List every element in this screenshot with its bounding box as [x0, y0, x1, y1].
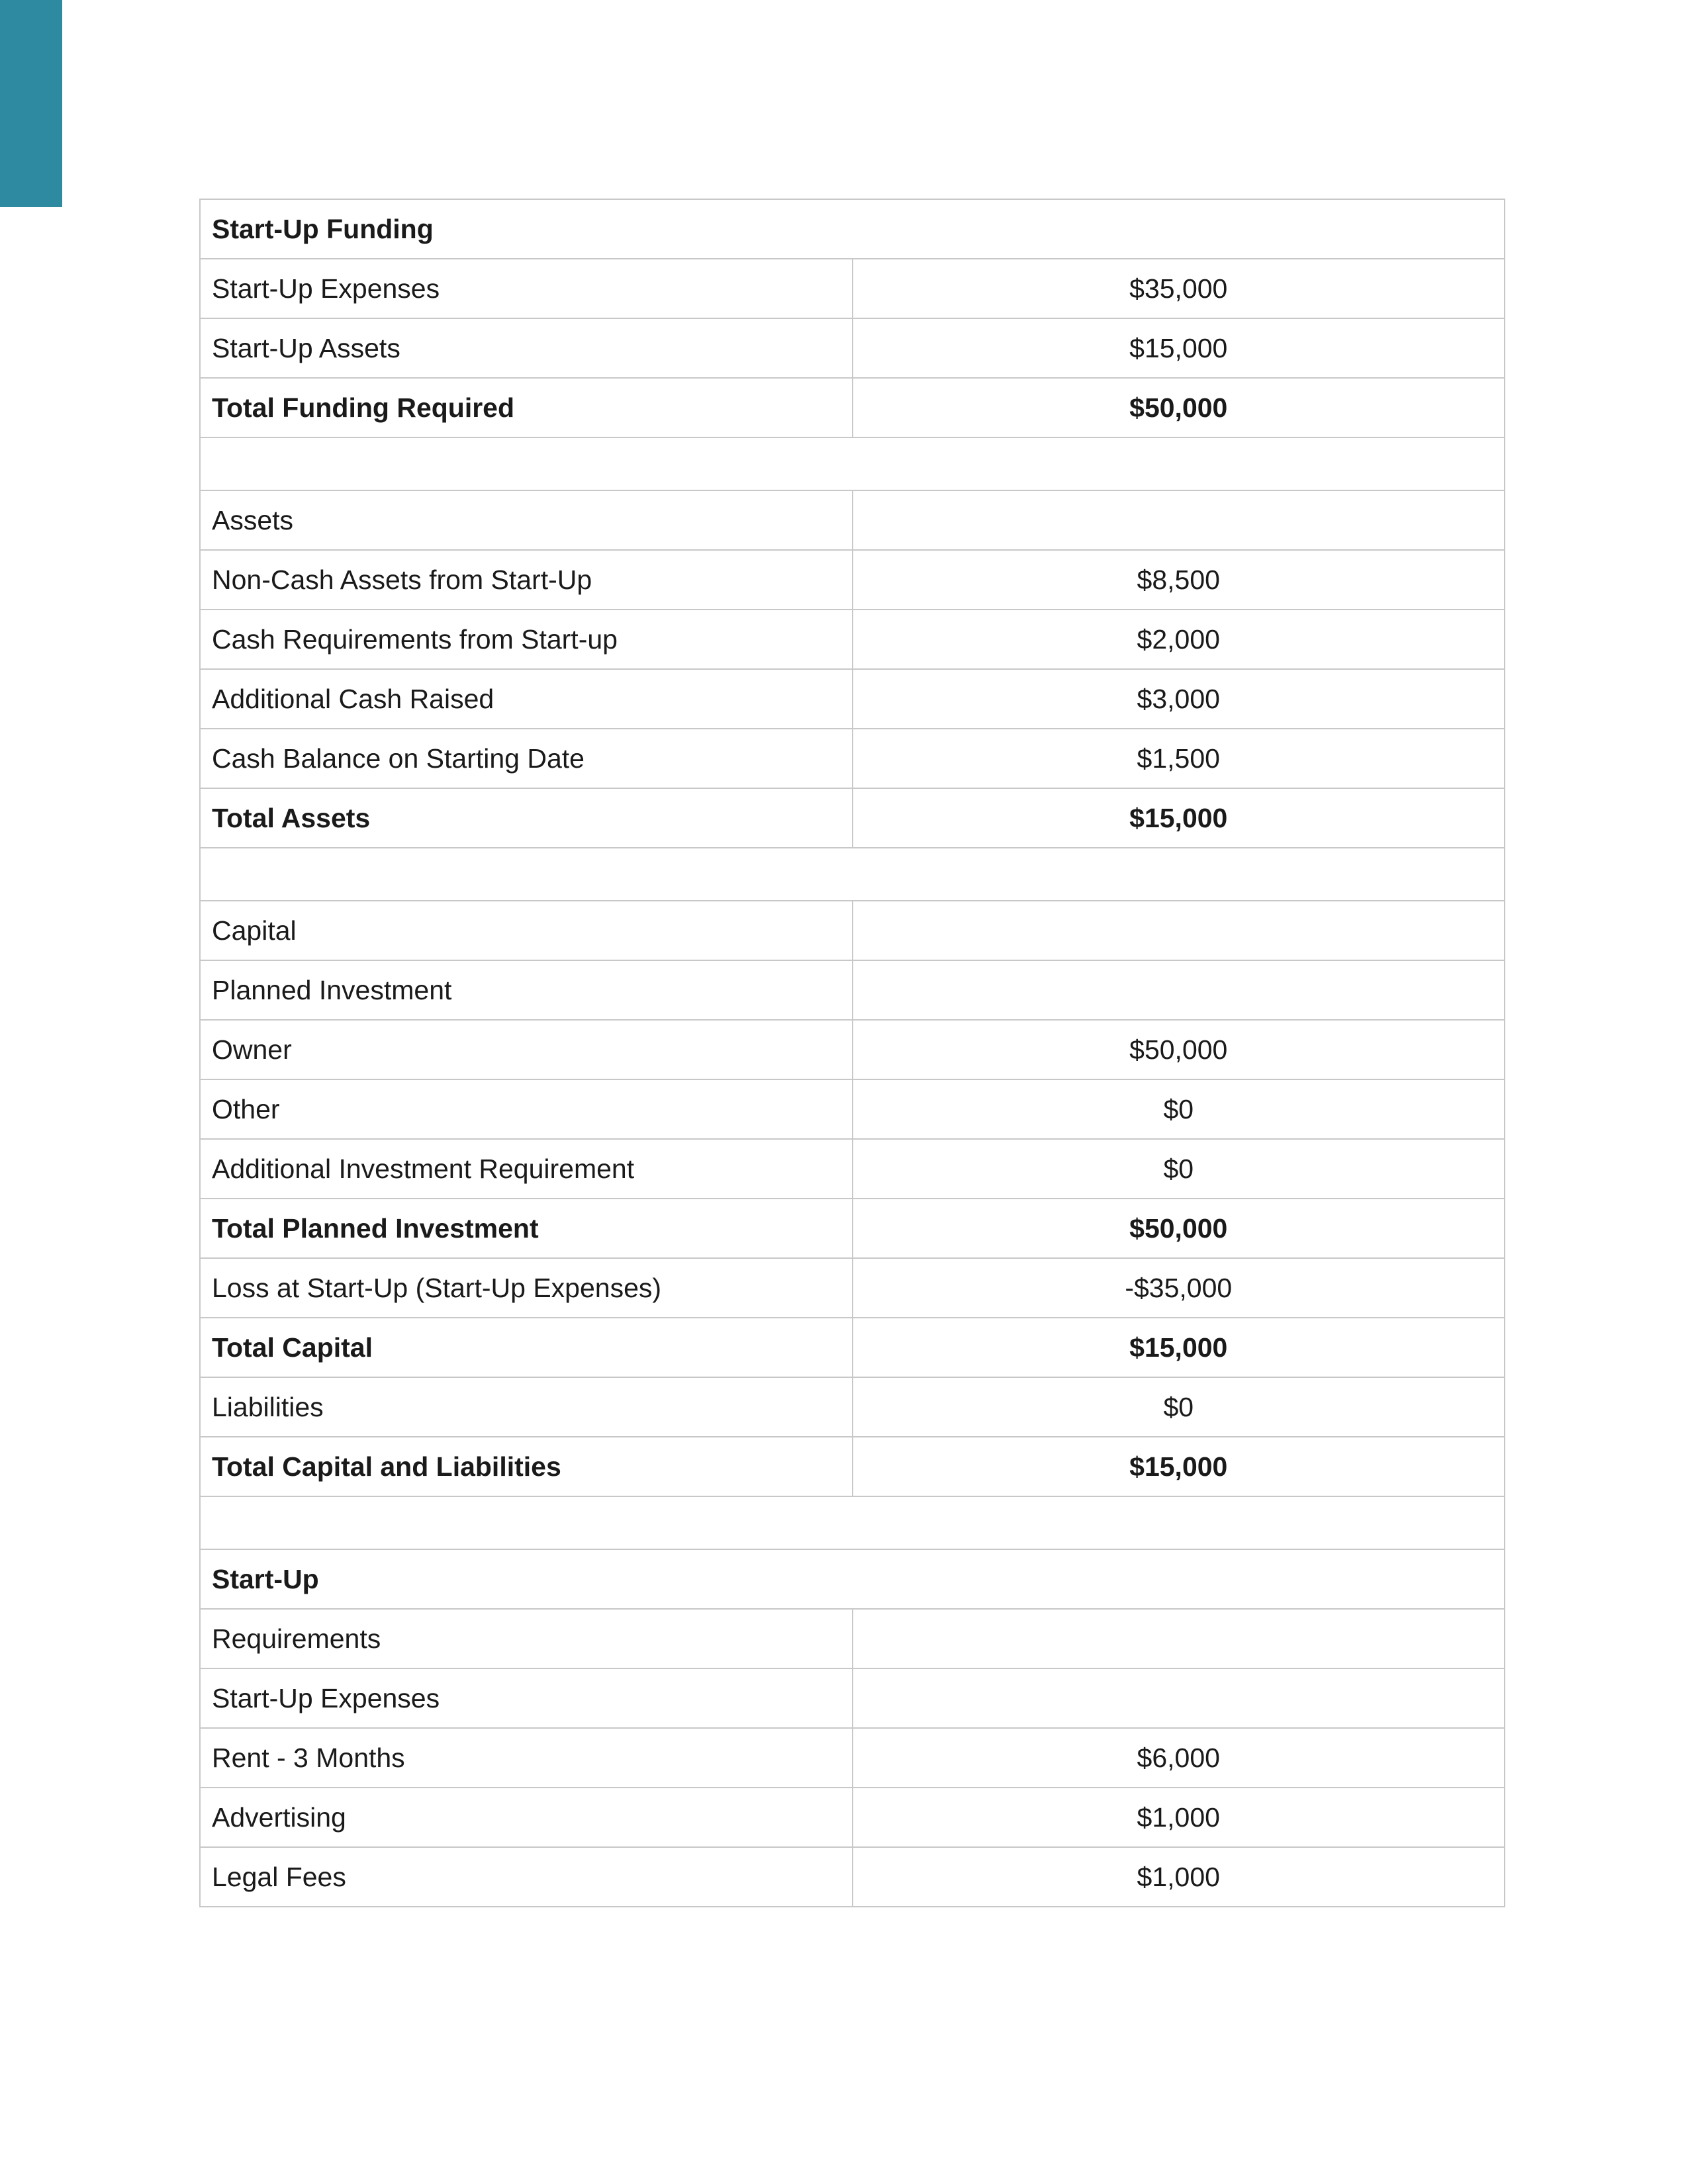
- row-value-cell: -$35,000: [853, 1258, 1505, 1318]
- row-value-cell: $1,500: [853, 729, 1505, 788]
- spacer-row: [200, 1496, 1505, 1549]
- row-label-cell: Assets: [200, 490, 853, 550]
- spacer-cell: [200, 1496, 1505, 1549]
- row-value-cell: $0: [853, 1377, 1505, 1437]
- table-row: [200, 1079, 1505, 1139]
- row-label-cell: Total Planned Investment: [200, 1199, 853, 1258]
- table-row: [200, 550, 1505, 610]
- row-label-cell: Liabilities: [200, 1377, 853, 1437]
- row-value-cell: $15,000: [853, 788, 1505, 848]
- table-row: [200, 1728, 1505, 1788]
- total-row: [200, 378, 1505, 437]
- row-value-cell: $8,500: [853, 550, 1505, 610]
- spacer-row: [200, 848, 1505, 901]
- row-value-cell: $35,000: [853, 259, 1505, 318]
- row-label-cell: Advertising: [200, 1788, 853, 1847]
- row-value-cell: $50,000: [853, 1199, 1505, 1258]
- spacer-row: [200, 437, 1505, 490]
- table-row: [200, 610, 1505, 669]
- table-row: [200, 1258, 1505, 1318]
- section-header-row: [200, 1549, 1505, 1609]
- row-label-cell: Capital: [200, 901, 853, 960]
- table-row: [200, 1668, 1505, 1728]
- table-row: [200, 1609, 1505, 1668]
- table-row: [200, 901, 1505, 960]
- row-value-cell: $15,000: [853, 1437, 1505, 1496]
- row-value-cell: $0: [853, 1079, 1505, 1139]
- table-row: [200, 1139, 1505, 1199]
- row-label-cell: Total Funding Required: [200, 378, 853, 437]
- row-label-cell: Total Assets: [200, 788, 853, 848]
- table-row: [200, 1020, 1505, 1079]
- section-header-cell: Start-Up Funding: [200, 199, 1505, 259]
- row-label-cell: Loss at Start-Up (Start-Up Expenses): [200, 1258, 853, 1318]
- row-label-cell: Planned Investment: [200, 960, 853, 1020]
- table-row: [200, 729, 1505, 788]
- row-label-cell: Other: [200, 1079, 853, 1139]
- total-row: [200, 788, 1505, 848]
- startup-funding-table: [199, 199, 1505, 1907]
- row-label-cell: Cash Requirements from Start-up: [200, 610, 853, 669]
- table-row: [200, 669, 1505, 729]
- row-label-cell: Owner: [200, 1020, 853, 1079]
- row-label-cell: Rent - 3 Months: [200, 1728, 853, 1788]
- row-label-cell: Cash Balance on Starting Date: [200, 729, 853, 788]
- row-label-cell: Start-Up Expenses: [200, 259, 853, 318]
- row-value-cell: $2,000: [853, 610, 1505, 669]
- table-row: [200, 1377, 1505, 1437]
- row-label-cell: Requirements: [200, 1609, 853, 1668]
- row-value-cell: [853, 901, 1505, 960]
- row-value-cell: [853, 490, 1505, 550]
- corner-accent-tab: [0, 0, 62, 207]
- table-row: [200, 960, 1505, 1020]
- row-label-cell: Total Capital: [200, 1318, 853, 1377]
- table-row: [200, 259, 1505, 318]
- row-label-cell: Additional Cash Raised: [200, 669, 853, 729]
- table-row: [200, 490, 1505, 550]
- row-label-cell: Additional Investment Requirement: [200, 1139, 853, 1199]
- total-row: [200, 1199, 1505, 1258]
- row-label-cell: Legal Fees: [200, 1847, 853, 1907]
- row-value-cell: $1,000: [853, 1788, 1505, 1847]
- table-row: [200, 1788, 1505, 1847]
- table-body: [200, 199, 1505, 1907]
- row-value-cell: [853, 1668, 1505, 1728]
- section-header-row: [200, 199, 1505, 259]
- row-label-cell: Start-Up Assets: [200, 318, 853, 378]
- total-row: [200, 1437, 1505, 1496]
- row-value-cell: $15,000: [853, 318, 1505, 378]
- row-value-cell: [853, 1609, 1505, 1668]
- section-header-cell: Start-Up: [200, 1549, 1505, 1609]
- spacer-cell: [200, 848, 1505, 901]
- row-label-cell: Start-Up Expenses: [200, 1668, 853, 1728]
- spacer-cell: [200, 437, 1505, 490]
- row-value-cell: $15,000: [853, 1318, 1505, 1377]
- row-value-cell: $6,000: [853, 1728, 1505, 1788]
- row-value-cell: $1,000: [853, 1847, 1505, 1907]
- row-value-cell: $50,000: [853, 1020, 1505, 1079]
- table-row: [200, 1847, 1505, 1907]
- row-label-cell: Non-Cash Assets from Start-Up: [200, 550, 853, 610]
- table-row: [200, 318, 1505, 378]
- row-value-cell: [853, 960, 1505, 1020]
- row-value-cell: $3,000: [853, 669, 1505, 729]
- row-label-cell: Total Capital and Liabilities: [200, 1437, 853, 1496]
- row-value-cell: $50,000: [853, 378, 1505, 437]
- total-row: [200, 1318, 1505, 1377]
- row-value-cell: $0: [853, 1139, 1505, 1199]
